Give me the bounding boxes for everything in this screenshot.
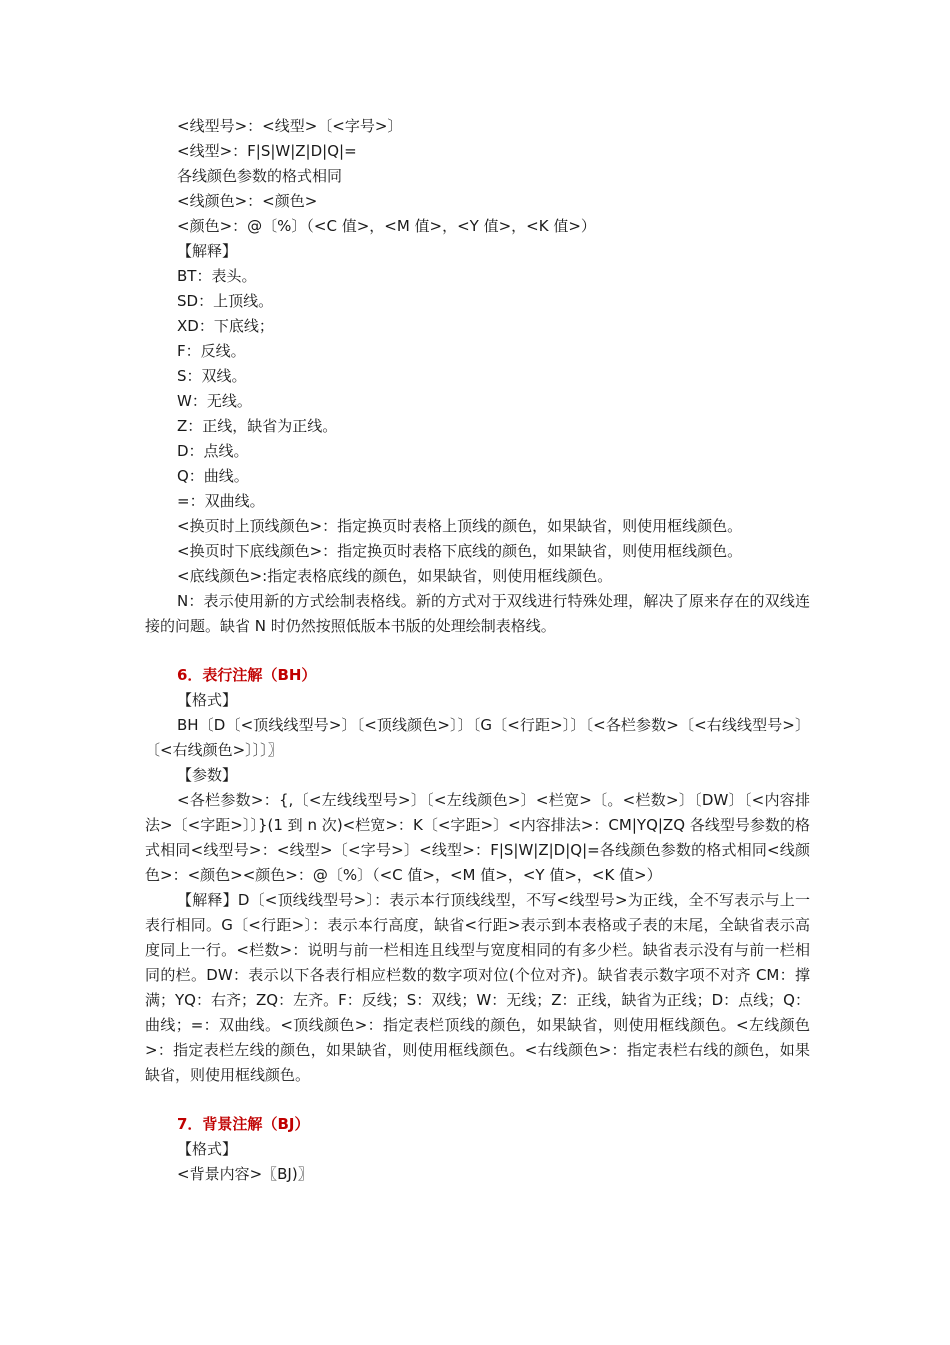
format-text: BH〔D〔<顶线线型号>〕〔<顶线颜色>〕〕〔G〔<行距>〕〕〔<各栏参数>〔<右线线型号>〕〔<右线颜色>〕〕〕〗 bbox=[145, 716, 810, 759]
text-line: S：双线。 bbox=[177, 367, 247, 385]
document-body bbox=[145, 114, 810, 1187]
params-label: 【参数】 bbox=[177, 766, 238, 784]
text-line: Z：正线，缺省为正线。 bbox=[177, 417, 338, 435]
text-line: W：无线。 bbox=[177, 392, 252, 410]
text-line: <换页时上顶线颜色>：指定换页时表格上顶线的颜色，如果缺省，则使用框线颜色。 bbox=[177, 517, 743, 535]
section-heading-6: 6．表行注解（BH） bbox=[177, 666, 317, 684]
text-line: =：双曲线。 bbox=[177, 492, 265, 510]
text-line: BT：表头。 bbox=[177, 267, 257, 285]
text-line: XD：下底线； bbox=[177, 317, 274, 335]
text-line: D：点线。 bbox=[177, 442, 249, 460]
explain-label: 【解释】 bbox=[177, 242, 238, 260]
text-line: <底线颜色>:指定表格底线的颜色，如果缺省，则使用框线颜色。 bbox=[177, 567, 613, 585]
paragraph-n: N：表示使用新的方式绘制表格线。新的方式对于双线进行特殊处理，解决了原来存在的双线连接的问题。缺省 N 时仍然按照低版本书版的处理绘制表格线。 bbox=[145, 592, 810, 635]
text-line: Q：曲线。 bbox=[177, 467, 249, 485]
text-line: 各线颜色参数的格式相同 bbox=[177, 167, 343, 185]
text-line: <颜色>：@〔%〕（<C 值>，<M 值>，<Y 值>，<K 值>） bbox=[177, 217, 596, 235]
text-line: <线颜色>：<颜色> bbox=[177, 192, 318, 210]
text-line: <线型号>：<线型>〔<字号>〕 bbox=[177, 117, 403, 135]
section-heading-7: 7．背景注解（BJ） bbox=[177, 1115, 310, 1133]
text-line: SD：上顶线。 bbox=[177, 292, 274, 310]
params-text: <各栏参数>：{,〔<左线线型号>〕〔<左线颜色>〕<栏宽>〔。<栏数>〕〔DW〕〔<内容排法>〔<字距>〕〕}(1 到 n 次)<栏宽>：K〔<字距>〕<内容排法>：CM|YQ|ZQ 各线型号参数的格式相同<线型号>：<线型>〔<字号>〕<线型>：F|S|W|Z|D|Q|=各线颜色参数的格式相同<线颜色>：<颜色><颜色>：@〔%〕（<C 值>，<M 值>，<Y 值>，<K 值>） bbox=[145, 791, 810, 884]
format-label: 【格式】 bbox=[177, 691, 238, 709]
text-line: <换页时下底线颜色>：指定换页时表格下底线的颜色，如果缺省，则使用框线颜色。 bbox=[177, 542, 743, 560]
explain-text: 【解释】D〔<顶线线型号>〕：表示本行顶线线型，不写<线型号>为正线，全不写表示与上一表行相同。G〔<行距>〕：表示本行高度，缺省<行距>表示到本表格或子表的末尾，全缺省表示高度同上一行。<栏数>：说明与前一栏相连且线型与宽度相同的有多少栏。缺省表示没有与前一栏相同的栏。DW：表示以下各表行相应栏数的数字项对位(个位对齐)。缺省表示数字项不对齐 CM：撑满；YQ：右齐；ZQ：左齐。F：反线；S：双线；W：无线；Z：正线，缺省为正线；D：点线；Q：曲线；=：双曲线。<顶线颜色>：指定表栏顶线的颜色，如果缺省，则使用框线颜色。<左线颜色>：指定表栏左线的颜色，如果缺省，则使用框线颜色。<右线颜色>：指定表栏右线的颜色，如果缺省，则使用框线颜色。 bbox=[145, 891, 810, 1084]
text-line: F：反线。 bbox=[177, 342, 246, 360]
text-line: <线型>：F|S|W|Z|D|Q|= bbox=[177, 142, 357, 160]
format-label: 【格式】 bbox=[177, 1140, 238, 1158]
format-text: <背景内容>〖BJ)〗 bbox=[177, 1165, 313, 1183]
